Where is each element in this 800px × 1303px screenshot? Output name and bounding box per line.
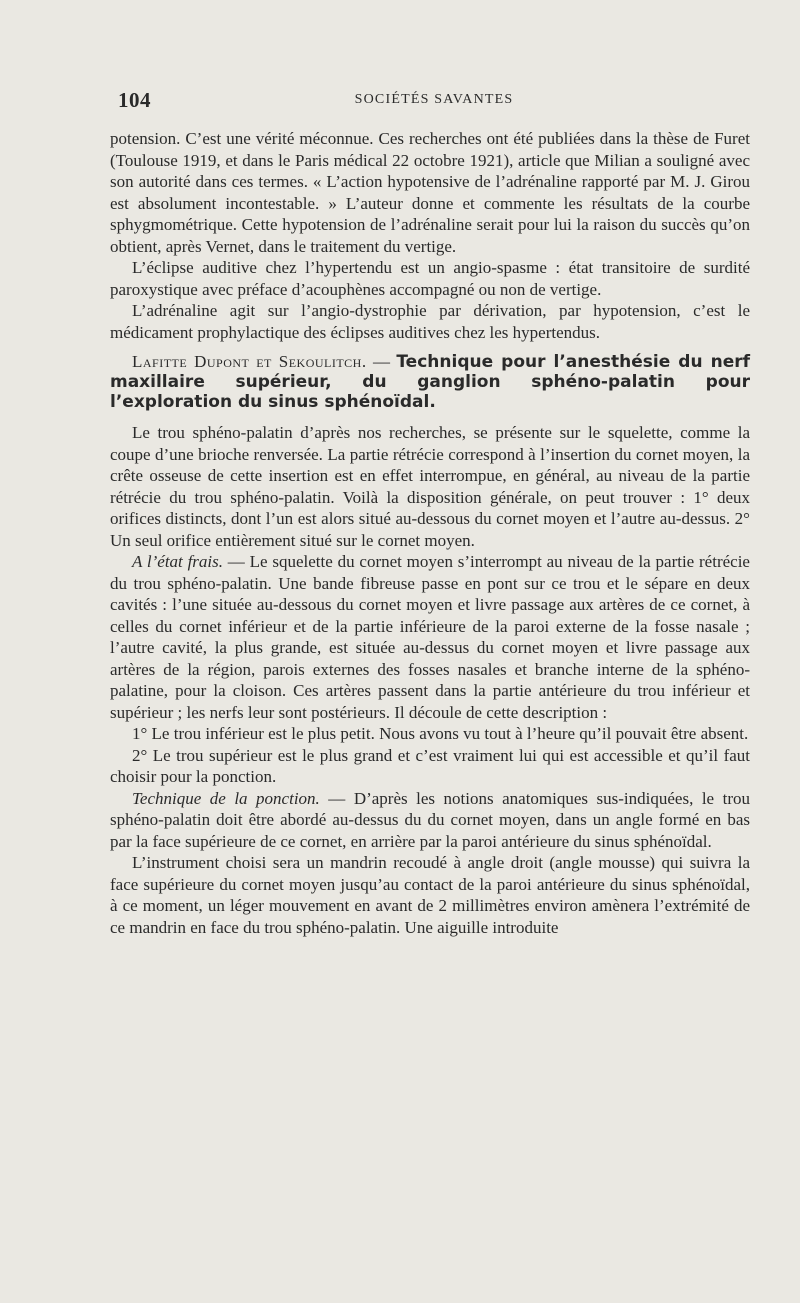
paragraph: Le trou sphéno-palatin d’après nos recherches, se présente sur le squelette, comme la coupe d’une brioche renversée. La partie rétrécie correspond à l’insertion du cornet moyen, la crête osseuse de cette insertion est en effet interrompue, en général, au niveau de la partie rétrécie du trou sphéno-palatin. Voilà la disposition générale, on peut trouver : 1° deux orifices distincts, dont l’un est alors situé au-dessous du cornet moyen et l’autre au-dessus. 2° Un seul orifice entièrement situé sur le cornet moyen. <box>110 423 750 550</box>
page-body <box>110 128 750 938</box>
paragraph: potension. C’est une vérité méconnue. Ces recherches ont été publiées dans la thèse de Furet (Toulouse 1919, et dans le Paris médical 22 octobre 1921), article que Milian a souligné avec son autorité dans ces termes. « L’action hypotensive de l’adrénaline rapporté par M. J. Girou est absolument incontestable. » L’auteur donne et commente les résultats de la courbe sphygmométrique. Cette hypotension de l’adrénaline serait pour lui la raison du succès qu’on obtient, après Vernet, dans le traitement du vertige. <box>110 129 750 256</box>
paragraph <box>110 551 750 723</box>
paragraph-text: — D’après les notions anatomiques sus-indiquées, le trou sphéno-palatin doit être abordé au-dessus du du cornet moyen, dans un angle formé en bas par la face supérieure de ce cornet, en arrière par la paroi antérieure du sinus sphénoïdal. <box>110 788 750 851</box>
paragraph: 1° Le trou inférieur est le plus petit. Nous avons vu tout à l’heure qu’il pouvait être absent. <box>132 724 749 743</box>
paragraph: L’adrénaline agit sur l’angio-dystrophie par dérivation, par hypotension, c’est le médicament prophylactique des éclipses auditives chez les hypertendus. <box>110 301 750 342</box>
page-number: 104 <box>118 88 151 112</box>
paragraph <box>110 788 750 853</box>
section-heading <box>110 352 750 412</box>
paragraph: 2° Le trou supérieur est le plus grand et c’est vraiment lui qui est accessible et qu’il faut choisir pour la ponction. <box>110 745 750 786</box>
paragraph-text: — Le squelette du cornet moyen s’interrompt au niveau de la partie rétrécie du trou sphéno-palatin. Une bande fibreuse passe en pont sur ce trou et le sépare en deux cavités : l’une située au-dessous du cornet moyen et livre passage aux artères de ce cornet, à celles du cornet inférieur et de la partie inférieure de la paroi externe de la fosse nasale ; l’autre cavité, la plus grande, est située au-dessus du cornet moyen et livre passage aux artères de la région, parois externes des fosses nasales et branche interne de la sphéno-palatine, pour la cloison. Ces artères passent dans la partie antérieure du trou inférieur et supérieur ; les nerfs leur sont postérieurs. Il découle de cette description : <box>110 552 750 722</box>
paragraph-lead: A l’état frais. <box>132 552 223 571</box>
page-header <box>118 88 750 116</box>
section-authors: Lafitte Dupont et Sekoulitch. <box>132 352 367 371</box>
paragraph: L’instrument choisi sera un mandrin recoudé à angle droit (angle mousse) qui suivra la face supérieure du cornet moyen jusqu’au contact de la paroi antérieure du sinus sphénoïdal, à ce moment, un léger mouvement en avant de 2 millimètres environ amènera l’extrémité de ce mandrin en face du trou sphéno-palatin. Une aiguille introduite <box>110 853 750 937</box>
paragraph-lead: Technique de la ponction. <box>132 788 320 808</box>
section-title: Technique pour l’anesthésie du nerf maxillaire supérieur, du ganglion sphéno-palatin pour l’exploration du sinus sphénoïdal. <box>110 352 751 412</box>
paragraph: L’éclipse auditive chez l’hypertendu est un angio-spasme : état transitoire de surdité paroxystique avec préface d’acouphènes accompagné ou non de vertige. <box>110 258 750 299</box>
running-head: SOCIÉTÉS SAVANTES <box>354 92 514 107</box>
section-dash: — <box>366 352 397 371</box>
